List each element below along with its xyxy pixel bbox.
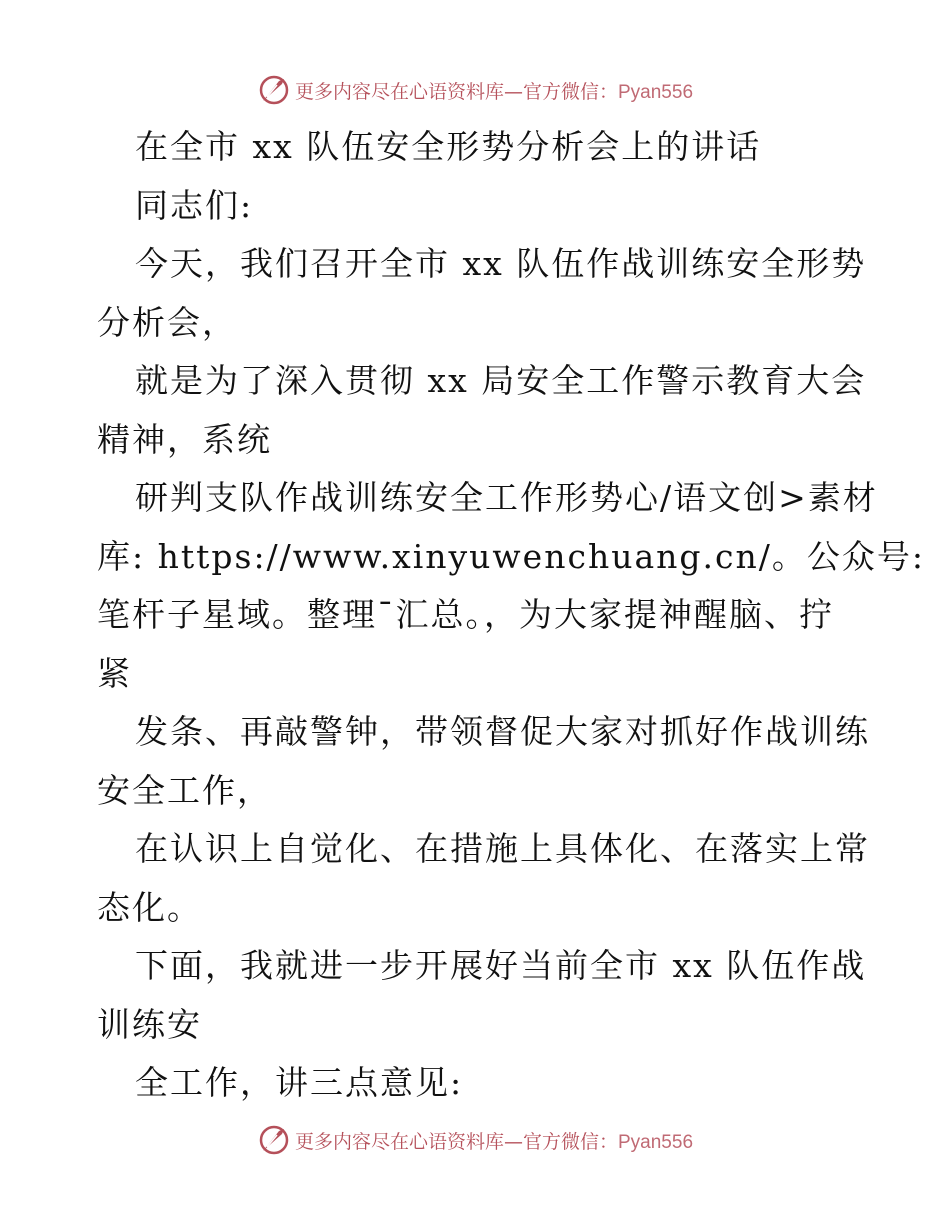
paragraph-line: 下面，我就进一步开展好当前全市 xx 队伍作战 xyxy=(135,946,867,985)
document-body xyxy=(97,118,925,1113)
quill-pen-logo-icon xyxy=(257,1123,291,1157)
paragraph-line: 训练安 xyxy=(97,1004,202,1044)
salutation: 同志们: xyxy=(135,185,254,225)
paragraph-line: 全工作，讲三点意见: xyxy=(135,1063,464,1102)
paragraph-line: 库: https://www.xinyuwenchuang.cn/。公众号: xyxy=(97,536,925,576)
watermark-text: 更多内容尽在心语资料库—官方微信：Pyan556 xyxy=(294,1130,694,1153)
paragraph-line: 就是为了深入贯彻 xx 局安全工作警示教育大会 xyxy=(135,361,867,400)
paragraph-line: 紧 xyxy=(97,653,132,693)
watermark-banner-bottom xyxy=(0,1120,950,1160)
paragraph-line: 发条、再敲警钟，带领督促大家对抓好作战训练 xyxy=(135,712,870,751)
watermark-text: 更多内容尽在心语资料库—官方微信：Pyan556 xyxy=(294,80,694,103)
paragraph-line: 态化。 xyxy=(97,887,202,927)
paragraph-line: 分析会， xyxy=(97,302,237,342)
paragraph-line: 笔杆子星域。整理¯汇总。，为大家提神醒脑、拧 xyxy=(97,595,834,634)
watermark-id: Pyan556 xyxy=(618,1131,694,1153)
paragraph-line: 精神，系统 xyxy=(97,419,272,459)
paragraph-line: 安全工作， xyxy=(97,770,272,810)
paragraph-line: 研判支队作战训练安全工作形势心/语文创>素材 xyxy=(135,478,878,517)
document-title: 在全市 xx 队伍安全形势分析会上的讲话 xyxy=(135,127,762,166)
quill-pen-logo-icon xyxy=(257,73,291,107)
paragraph-line: 在认识上自觉化、在措施上具体化、在落实上常 xyxy=(135,829,870,868)
paragraph-line: 今天，我们召开全市 xx 队伍作战训练安全形势 xyxy=(135,244,867,283)
watermark-banner-top xyxy=(0,70,950,110)
watermark-id: Pyan556 xyxy=(618,81,694,103)
